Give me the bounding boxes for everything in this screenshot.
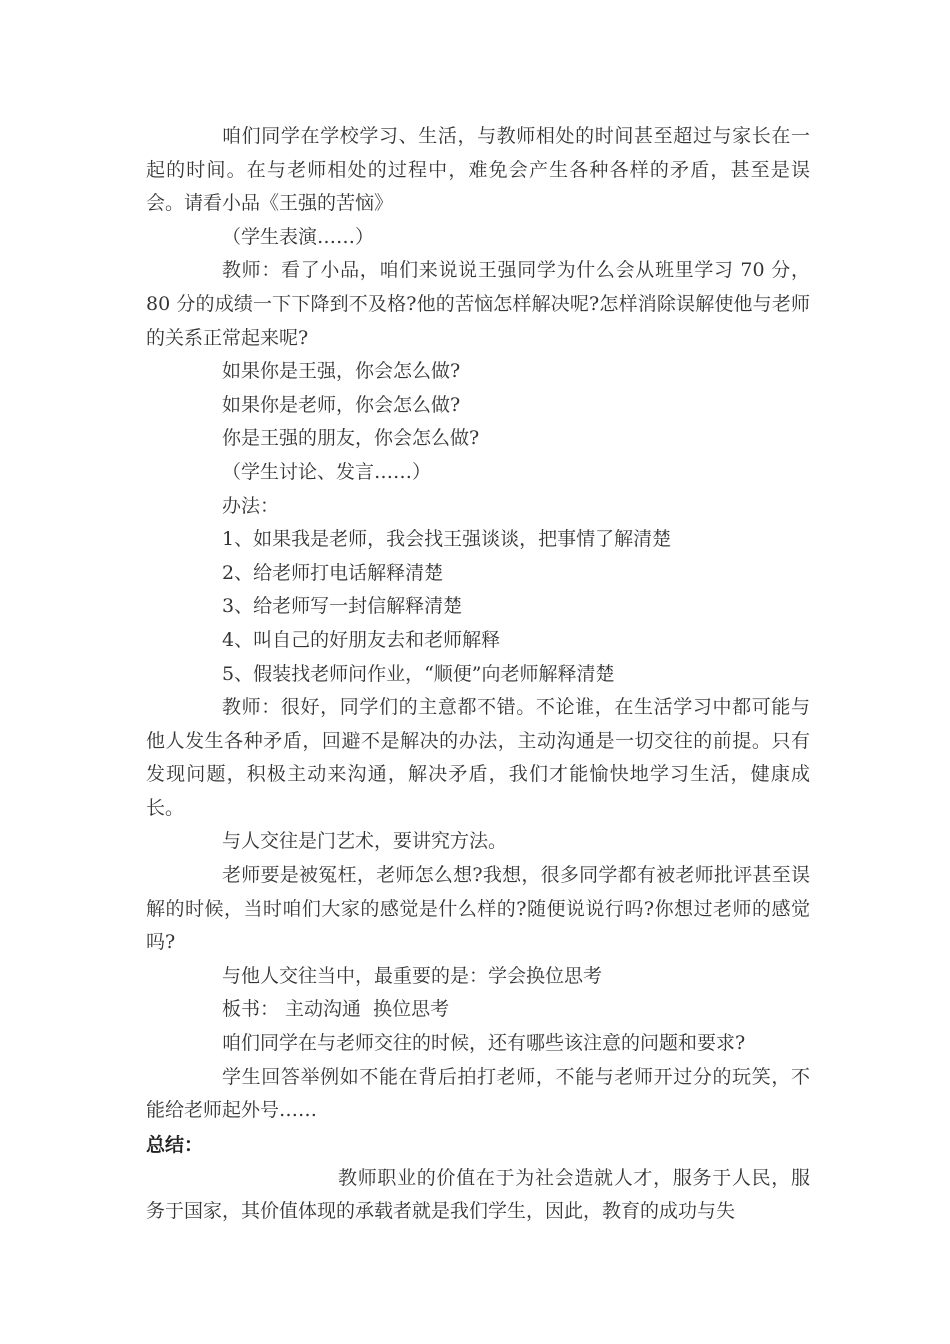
paragraph-stage-direction-discussion: （学生讨论、发言……）	[222, 460, 432, 483]
paragraph-communication-art: 与人交往是门艺术，要讲究方法。	[222, 830, 508, 853]
paragraph-question-teacher: 如果你是老师，你会怎么做?	[222, 393, 461, 416]
paragraph-blackboard: 板书： 主动沟通 换位思考	[222, 998, 450, 1021]
list-item-method-1: 1、如果我是老师，我会找王强谈谈，把事情了解清楚	[222, 528, 672, 551]
paragraph-question-wangqiang: 如果你是王强，你会怎么做?	[222, 360, 461, 383]
list-item-method-2: 2、给老师打电话解释清楚	[222, 561, 444, 584]
paragraph-question-friend: 你是王强的朋友，你会怎么做?	[222, 427, 480, 450]
paragraph-stage-direction-performance: （学生表演……）	[222, 225, 375, 248]
summary-text: 教师职业的价值在于为社会造就人才，服务于人民，服务于国家，其价值体现的承载者就是我们学生，因此，教育的成功与失	[146, 1166, 810, 1223]
paragraph-key-point: 与他人交往当中，最重要的是：学会换位思考	[222, 964, 603, 987]
paragraph-intro: 咱们同学在学校学习、生活，与教师相处的时间甚至超过与家长在一起的时间。在与老师相处的过程中，难免会产生各种各样的矛盾，甚至是误会。请看小品《王强的苦恼》	[146, 125, 810, 215]
paragraph-methods-label: 办法：	[222, 494, 280, 517]
paragraph-student-examples: 学生回答举例如不能在背后拍打老师，不能与老师开过分的玩笑，不能给老师起外号……	[146, 1065, 810, 1122]
summary-heading: 总结：	[146, 1133, 204, 1156]
list-item-method-3: 3、给老师写一封信解释清楚	[222, 595, 463, 618]
paragraph-teacher-wronged: 老师要是被冤枉，老师怎么想?我想，很多同学都有被老师批评甚至误解的时候，当时咱们大家的感觉是什么样的?随便说说行吗?你想过老师的感觉吗?	[146, 864, 810, 954]
document-body	[146, 120, 810, 1229]
paragraph-teacher-comment: 教师：很好，同学们的主意都不错。不论谁，在生活学习中都可能与他人发生各种矛盾，回避不是解决的办法，主动沟通是一切交往的前提。只有发现问题，积极主动来沟通，解决矛盾，我们才能愉快地学习生活，健康成长。	[146, 696, 810, 819]
paragraph-question-requirements: 咱们同学在与老师交往的时候，还有哪些该注意的问题和要求?	[222, 1032, 746, 1055]
list-item-method-4: 4、叫自己的好朋友去和老师解释	[222, 628, 501, 651]
list-item-method-5: 5、假装找老师问作业，“顺便”向老师解释清楚	[222, 662, 615, 685]
paragraph-teacher-question: 教师：看了小品，咱们来说说王强同学为什么会从班里学习 70 分，80 分的成绩一下下降到不及格?他的苦恼怎样解决呢?怎样消除误解使他与老师的关系正常起来呢?	[146, 259, 810, 349]
